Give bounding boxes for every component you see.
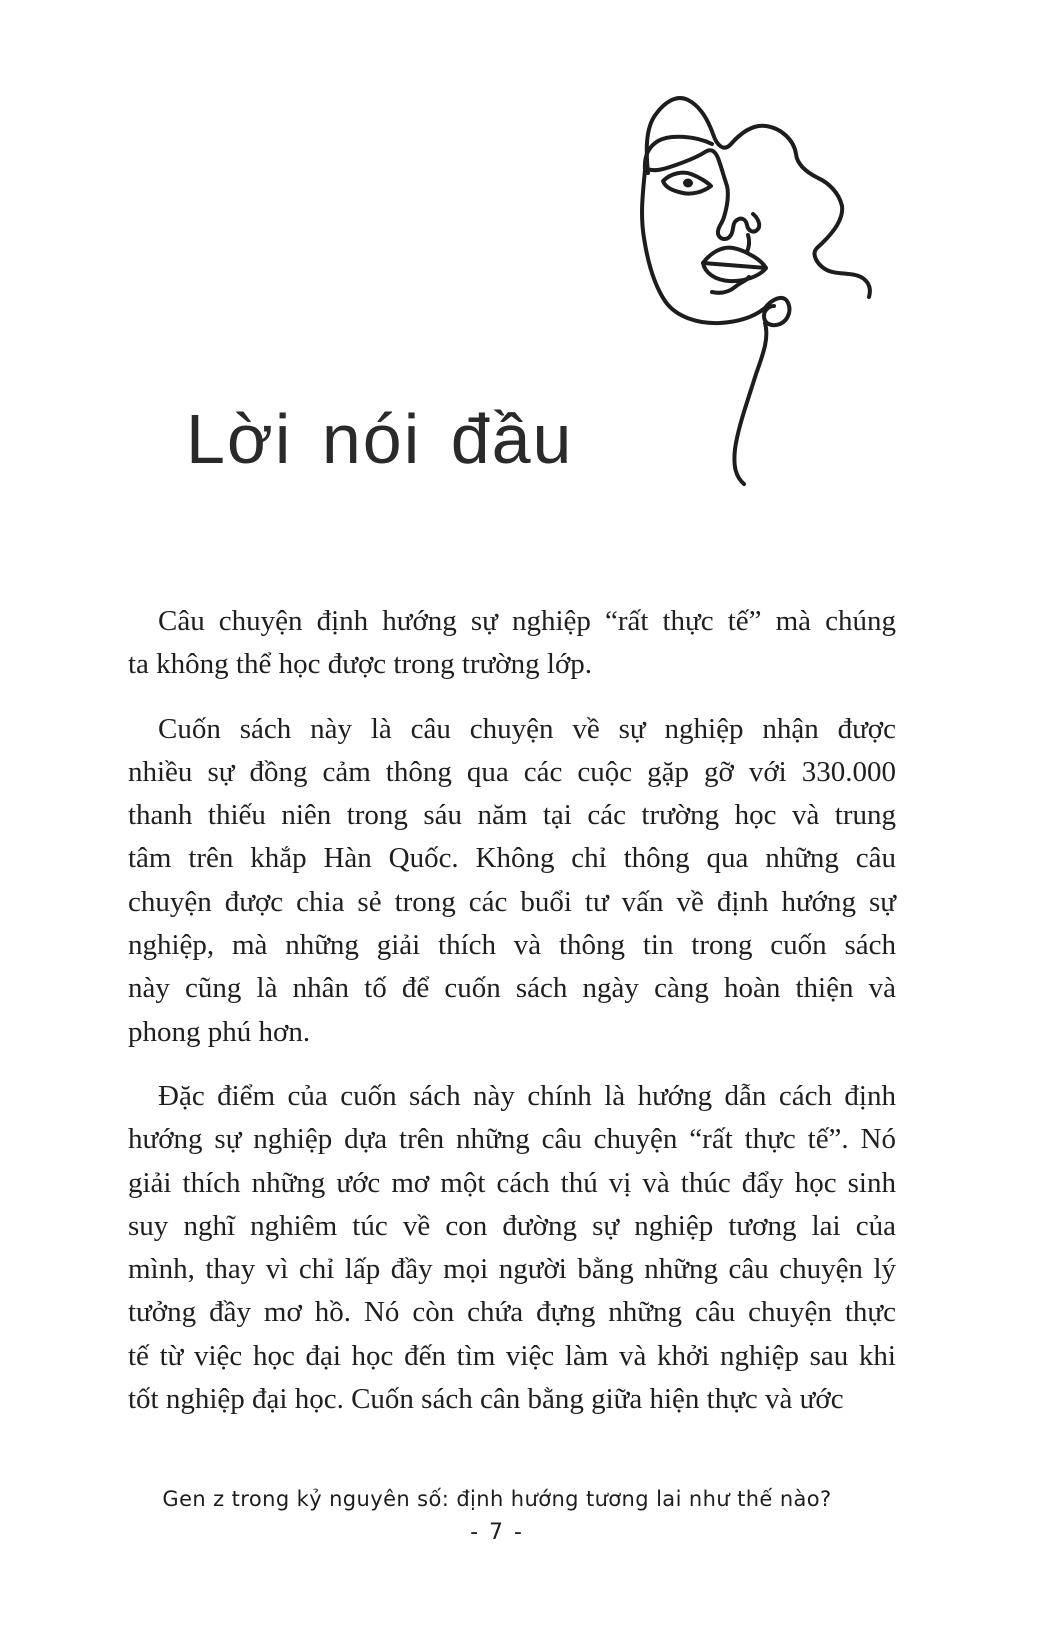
eye-pupil	[683, 179, 693, 188]
text-line: Câu chuyện định hướng sự nghiệp “rất thực tế” mà chúng	[158, 605, 896, 637]
chapter-title: Lời nói đầu	[186, 400, 574, 478]
footer-book-title: Gen z trong kỷ nguyên số: định hướng tương lai như thế nào?	[162, 1487, 832, 1511]
text-line: giải thích những ước mơ một cách thú vị và thúc đẩy học sinh	[128, 1166, 896, 1199]
body-text	[128, 600, 896, 1421]
text-line: Đặc điểm của cuốn sách này chính là hướng dẫn cách định	[158, 1079, 896, 1112]
text-line: hướng sự nghiệp dựa trên những câu chuyện “rất thực tế”. Nó	[128, 1123, 896, 1156]
paragraph	[128, 600, 896, 687]
text-line: nghiệp, mà những giải thích và thông tin trong cuốn sách	[128, 929, 896, 962]
text-line: nhiều sự đồng cảm thông qua các cuộc gặp gỡ với 330.000	[128, 755, 896, 788]
page-footer	[0, 1484, 994, 1548]
text-line: phong phú hơn.	[128, 1015, 311, 1048]
text-line: tốt nghiệp đại học. Cuốn sách cân bằng giữa hiện thực và ước	[128, 1383, 844, 1416]
text-line: suy nghĩ nghiêm túc về con đường sự nghiệp tương lai của	[128, 1209, 896, 1242]
text-line: Cuốn sách này là câu chuyện về sự nghiệp nhận được	[158, 712, 896, 745]
text-line: chuyện được chia sẻ trong các buổi tư vấn về định hướng sự	[128, 885, 896, 918]
text-line: tâm trên khắp Hàn Quốc. Không chỉ thông qua những câu	[128, 842, 896, 875]
text-line: này cũng là nhân tố để cuốn sách ngày càng hoàn thiện và	[128, 972, 896, 1005]
text-line: tưởng đầy mơ hồ. Nó còn chứa đựng những câu chuyện thực	[128, 1296, 896, 1329]
text-line: thanh thiếu niên trong sáu năm tại các trường học và trung	[128, 799, 896, 832]
paragraph	[128, 1075, 896, 1421]
brow-nose-line	[646, 150, 759, 252]
text-line: mình, thay vì chỉ lấp đầy mọi người bằng những câu chuyện lý	[128, 1253, 896, 1286]
paragraph	[128, 708, 896, 1054]
footer-page-number: - 7 -	[470, 1520, 524, 1545]
lips-outline	[703, 248, 766, 281]
text-line: tế từ việc học đại học đến tìm việc làm và khởi nghiệp sau khi	[128, 1339, 896, 1372]
text-line: ta không thể học được trong trường lớp.	[128, 648, 593, 681]
face-outline-line	[642, 137, 789, 484]
one-line-face-illustration	[560, 80, 880, 500]
